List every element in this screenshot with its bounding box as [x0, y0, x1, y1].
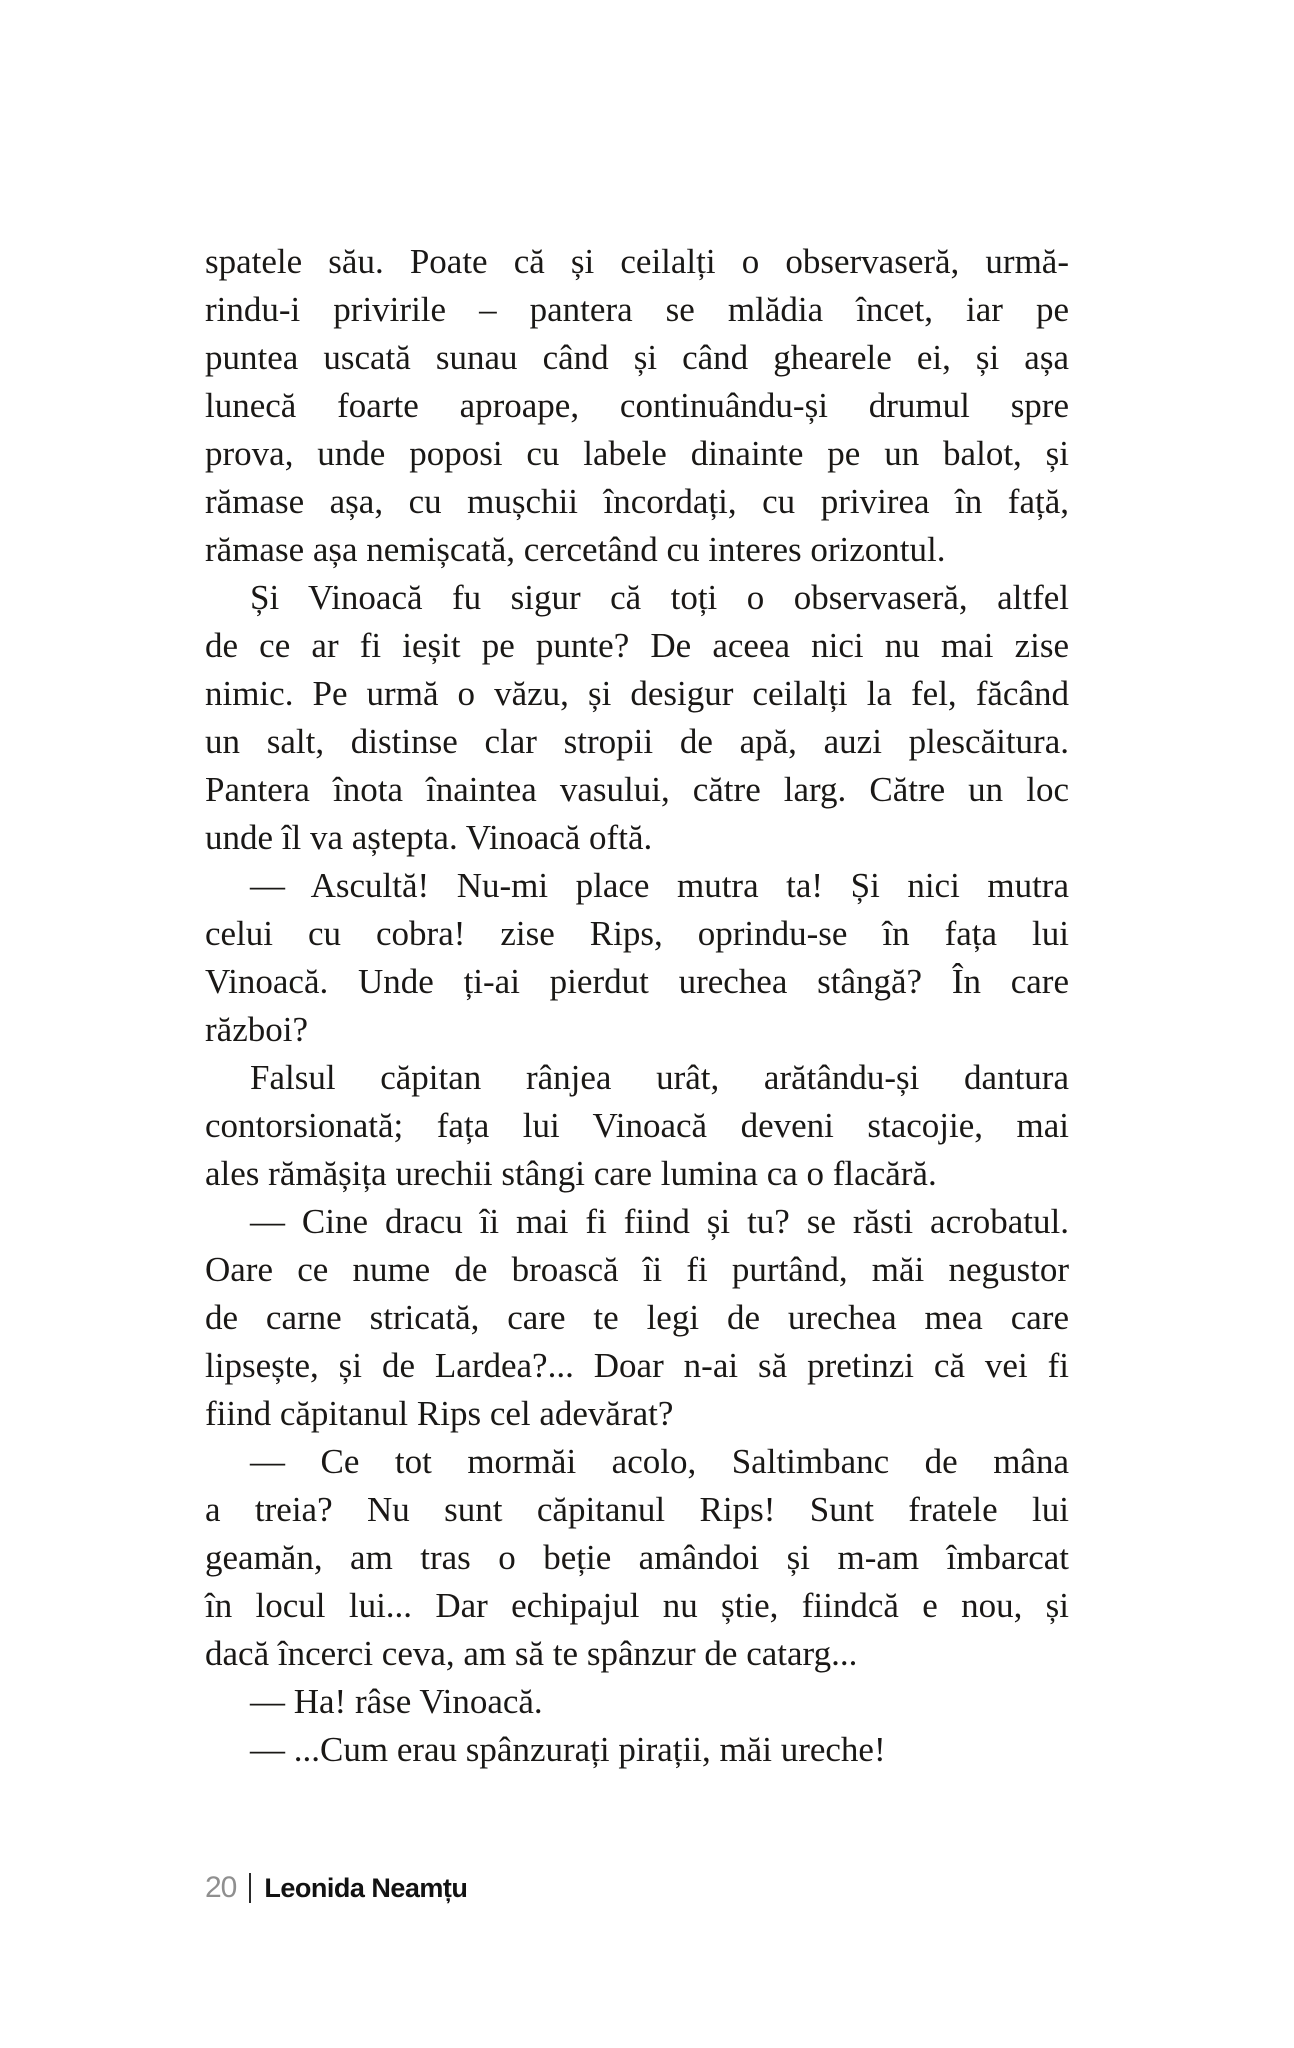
text-line: — Cine dracu îi mai fi fiind și tu? se răsti acrobatul.	[250, 1202, 1069, 1241]
text-line: a treia? Nu sunt căpitanul Rips! Sunt fratele lui	[205, 1490, 1069, 1529]
text-line: dacă încerci ceva, am să te spânzur de catarg...	[205, 1634, 858, 1673]
body-text	[205, 238, 1069, 1774]
text-line: lunecă foarte aproape, continuându-și drumul spre	[205, 386, 1069, 425]
paragraph	[205, 1054, 1069, 1198]
text-line: unde îl va aștepta. Vinoacă oftă.	[205, 818, 653, 857]
text-line: geamăn, am tras o beție amândoi și m-am îmbarcat	[205, 1538, 1069, 1577]
text-line: contorsionată; fața lui Vinoacă deveni stacojie, mai	[205, 1106, 1069, 1145]
text-line: Oare ce nume de broască îi fi purtând, măi negustor	[205, 1250, 1069, 1289]
text-line: lipsește, și de Lardea?... Doar n-ai să pretinzi că vei fi	[205, 1346, 1069, 1385]
paragraph	[205, 862, 1069, 1054]
text-line: celui cu cobra! zise Rips, oprindu-se în fața lui	[205, 914, 1069, 953]
text-line: Falsul căpitan rânjea urât, arătându-și dantura	[250, 1058, 1069, 1097]
text-line: război?	[205, 1010, 308, 1049]
footer-divider	[249, 1873, 251, 1903]
author-name: Leonida Neamțu	[264, 1872, 468, 1903]
paragraph	[205, 1726, 1069, 1774]
text-line: un salt, distinse clar stropii de apă, auzi plescăitura.	[205, 722, 1069, 761]
text-line: — Ha! râse Vinoacă.	[250, 1682, 543, 1721]
page-footer	[205, 1868, 467, 1908]
text-line: Pantera înota înaintea vasului, către larg. Către un loc	[205, 770, 1069, 809]
text-line: Și Vinoacă fu sigur că toți o observaseră, altfel	[250, 578, 1069, 617]
text-line: fiind căpitanul Rips cel adevărat?	[205, 1394, 674, 1433]
paragraph	[205, 1198, 1069, 1438]
text-line: — Ascultă! Nu-mi place mutra ta! Și nici mutra	[250, 866, 1069, 905]
text-line: ales rămășița urechii stângi care lumina ca o flacără.	[205, 1154, 937, 1193]
text-line: în locul lui... Dar echipajul nu știe, fiindcă e nou, și	[205, 1586, 1069, 1625]
text-line: — Ce tot mormăi acolo, Saltimbanc de mâna	[250, 1442, 1069, 1481]
page-number: 20	[205, 1871, 237, 1904]
paragraph	[205, 574, 1069, 862]
text-line: prova, unde poposi cu labele dinainte pe un balot, și	[205, 434, 1069, 473]
paragraph	[205, 1678, 1069, 1726]
text-line: rămase așa, cu mușchii încordați, cu privirea în față,	[205, 482, 1069, 521]
text-line: rindu-i privirile – pantera se mlădia încet, iar pe	[205, 290, 1069, 329]
text-line: rămase așa nemișcată, cercetând cu interes orizontul.	[205, 530, 946, 569]
text-line: puntea uscată sunau când și când ghearele ei, și așa	[205, 338, 1069, 377]
text-line: Vinoacă. Unde ți-ai pierdut urechea stângă? În care	[205, 962, 1069, 1001]
text-line: spatele său. Poate că și ceilalți o observaseră, urmă-	[205, 242, 1069, 281]
paragraph	[205, 238, 1069, 574]
text-line: — ...Cum erau spânzurați pirații, măi ureche!	[250, 1730, 886, 1769]
text-line: de carne stricată, care te legi de urechea mea care	[205, 1298, 1069, 1337]
paragraph	[205, 1438, 1069, 1678]
text-line: nimic. Pe urmă o văzu, și desigur ceilalți la fel, făcând	[205, 674, 1069, 713]
text-line: de ce ar fi ieșit pe punte? De aceea nici nu mai zise	[205, 626, 1069, 665]
